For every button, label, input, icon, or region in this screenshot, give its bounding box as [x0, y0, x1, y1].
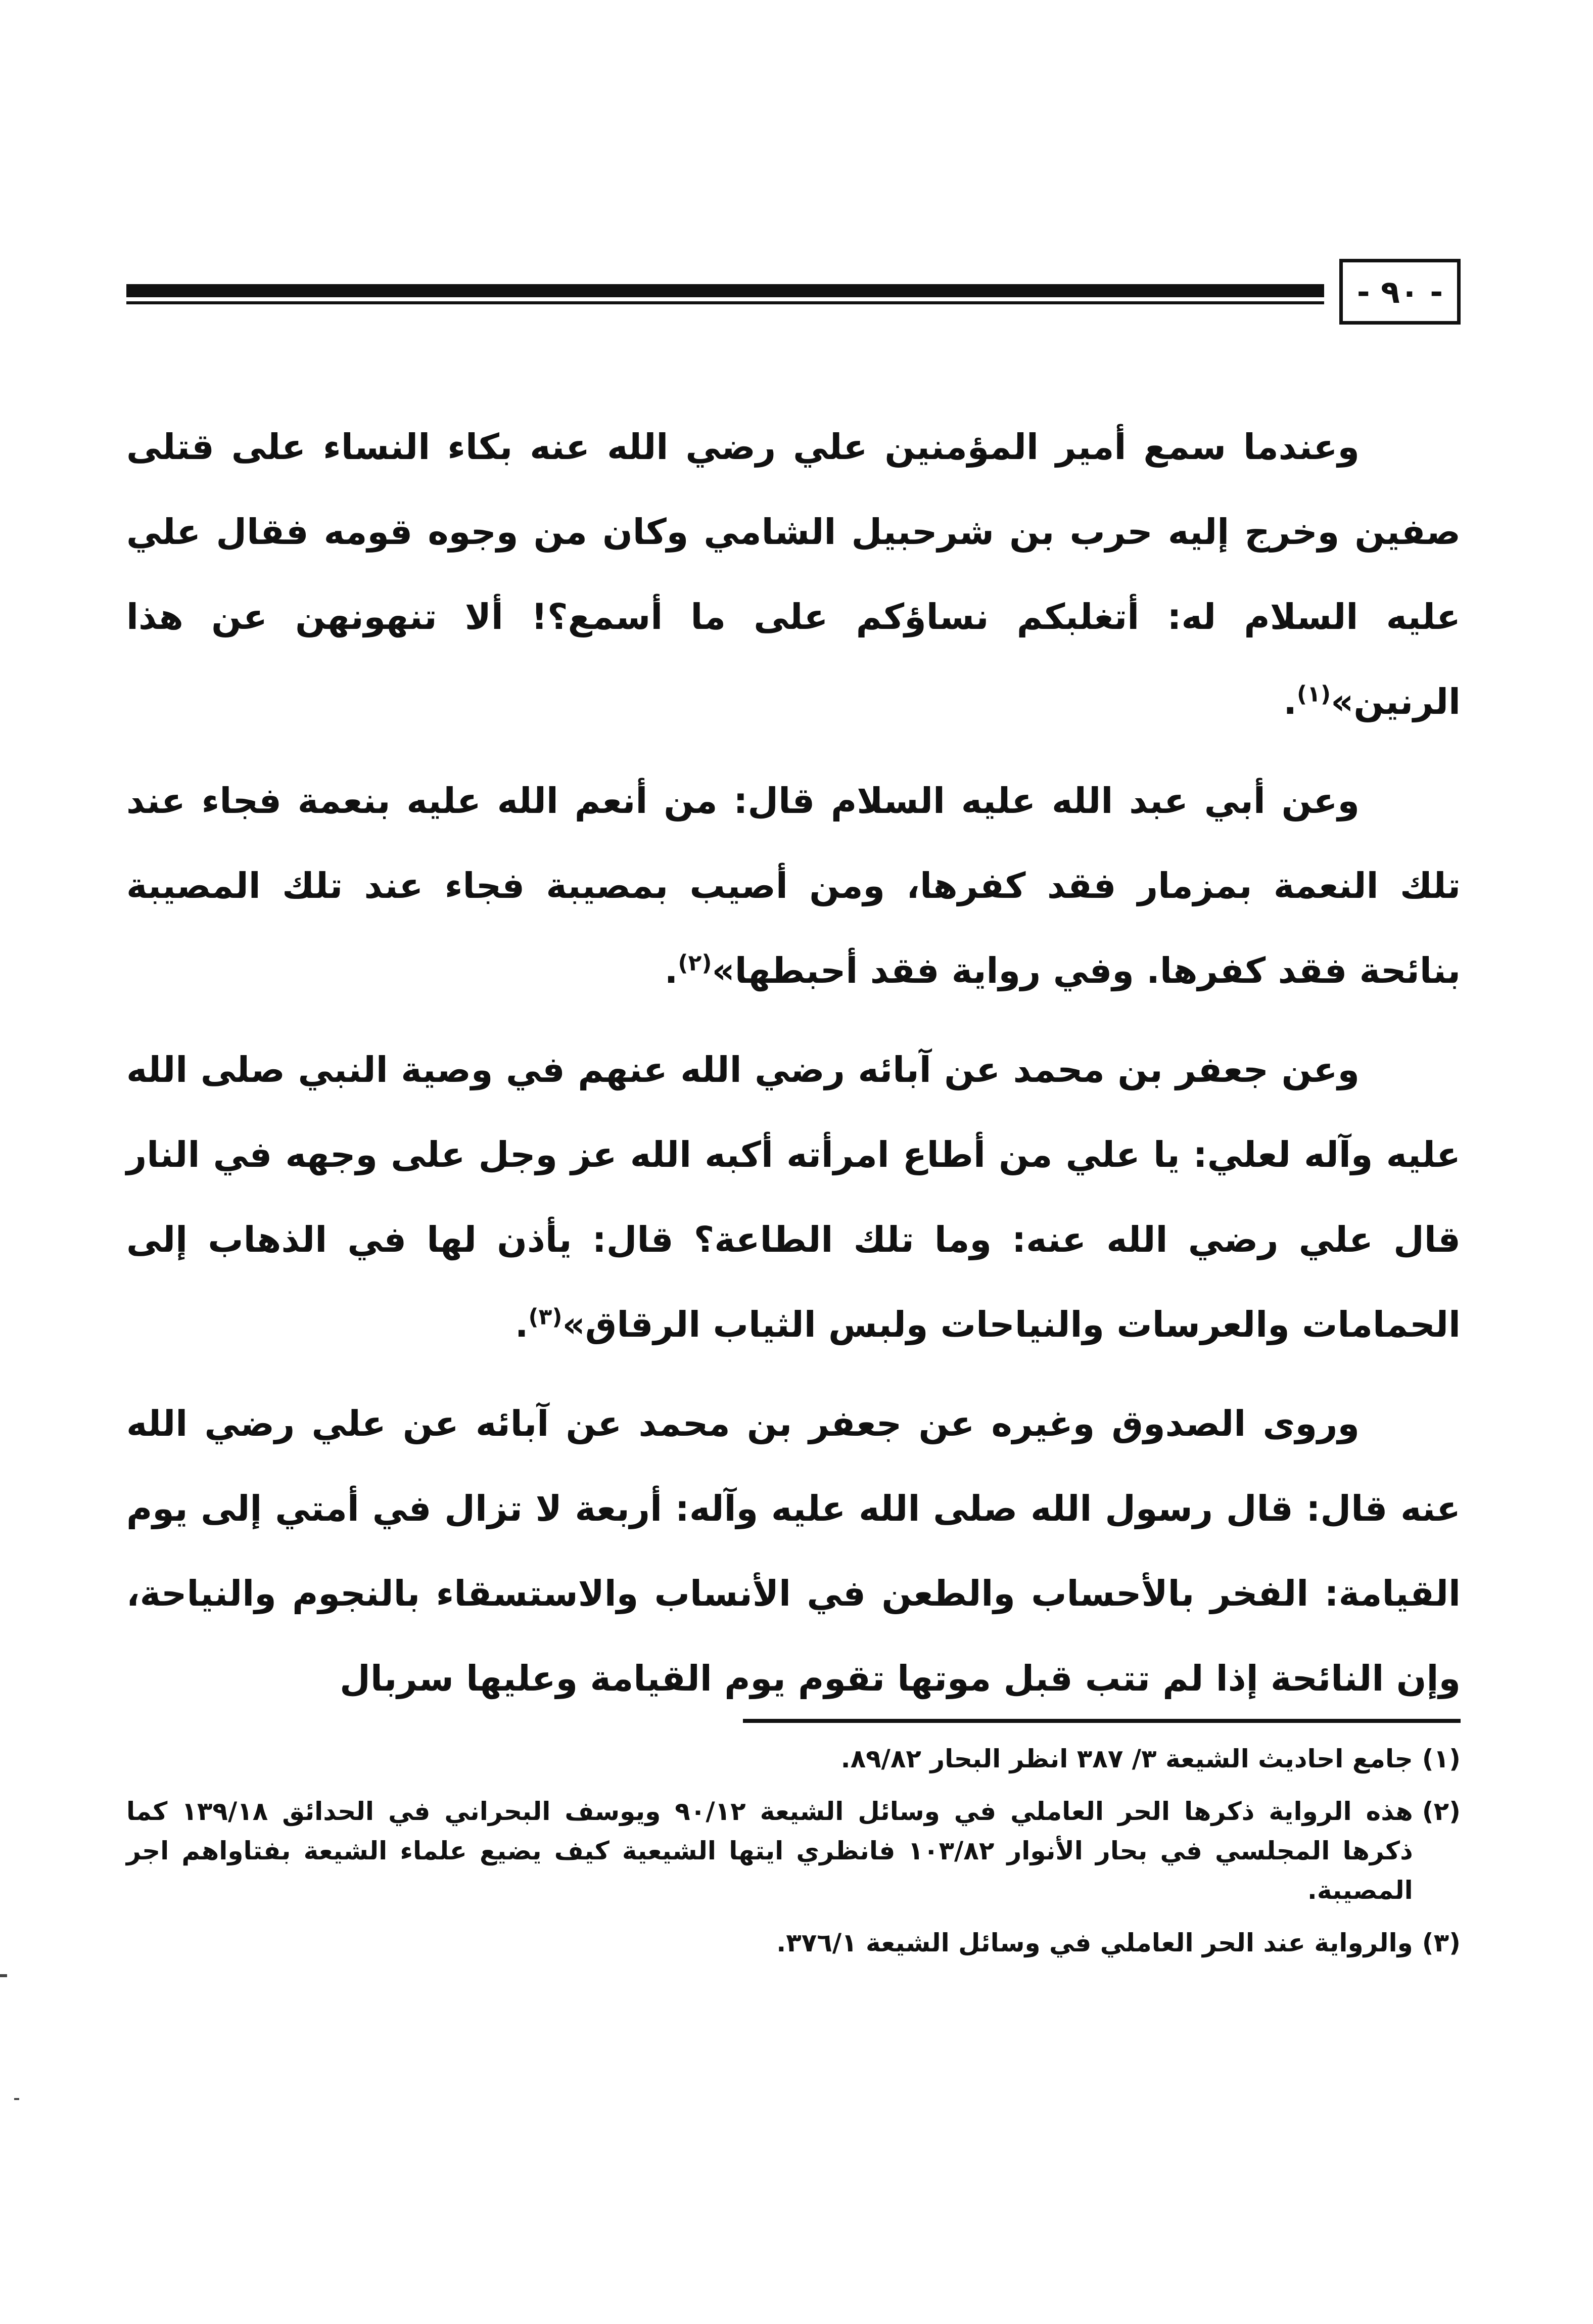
- footnotes: [126, 1739, 1461, 1976]
- paragraph-text: وعن جعفر بن محمد عن آبائه رضي الله عنهم في وصية النبي صلى الله عليه وآله لعلي: يا علي من أطاع امرأته أكبه الله عز وجل على وجهه في النار قال علي رضي الله عنه: وما تلك الطاعة؟ قال: يأذن لها في الذهاب إلى الحمامات والعرسات والنياحات ولبس الثياب الرقاق»: [126, 1049, 1461, 1345]
- footnote-ref: (١): [1297, 681, 1331, 707]
- footnote-text: والرواية عند الحر العاملي في وسائل الشيعة ٣٧٦/١.: [776, 1928, 1413, 1957]
- paragraph: [126, 758, 1461, 1013]
- main-text: [126, 404, 1461, 1735]
- header-rule-thick: [126, 284, 1324, 297]
- header-rule-thin: [126, 301, 1324, 304]
- scan-mark: [14, 2098, 19, 2100]
- paragraph-text: وعندما سمع أمير المؤمنين علي رضي الله عنه بكاء النساء على قتلى صفين وخرج إليه حرب بن شرحبيل الشامي وكان من وجوه قومه فقال علي عليه السلام له: أتغلبكم نساؤكم على ما أسمع؟! ألا تنهونهن عن هذا الرنين»: [126, 426, 1461, 722]
- page-number: - ٩٠ -: [1339, 259, 1461, 325]
- paragraph-end: .: [1283, 681, 1297, 722]
- paragraph: [126, 1381, 1461, 1721]
- footnote-ref: (٣): [528, 1304, 563, 1330]
- page-header: [126, 259, 1461, 345]
- paragraph-text: وعن أبي عبد الله عليه السلام قال: من أنعم الله عليه بنعمة فجاء عند تلك النعمة بمزمار فقد كفرها، ومن أصيب بمصيبة فجاء عند تلك المصيبة بنائحة فقد كفرها. وفي رواية فقد أحبطها»: [126, 780, 1461, 991]
- paragraph-end: .: [664, 950, 678, 991]
- footnote-separator: [743, 1719, 1461, 1723]
- footnote-item: [126, 1923, 1461, 1963]
- footnote-text: جامع احاديث الشيعة ٣/ ٣٨٧ انظر البحار ٨٩/٨٢.: [840, 1744, 1413, 1773]
- header-rule: [126, 284, 1324, 308]
- paragraph-end: .: [514, 1304, 529, 1345]
- footnote-number: (١): [1422, 1744, 1461, 1773]
- paragraph-text: وروى الصدوق وغيره عن جعفر بن محمد عن آبائه عن علي رضي الله عنه قال: قال رسول الله صلى الله عليه وآله: أربعة لا تزال في أمتي إلى يوم القيامة: الفخر بالأحساب والطعن في الأنساب والاستسقاء بالنجوم والنياحة، وإن النائحة إذا لم تتب قبل موتها تقوم يوم القيامة وعليها سربال: [126, 1403, 1461, 1699]
- footnote-item: [126, 1792, 1461, 1910]
- footnote-number: (٢): [1422, 1797, 1461, 1826]
- paragraph: [126, 1027, 1461, 1367]
- paragraph: [126, 404, 1461, 744]
- footnote-text: هذه الرواية ذكرها الحر العاملي في وسائل الشيعة ٩٠/١٢ ويوسف البحراني في الحدائق ١٣٩/١٨ كما ذكرها المجلسي في بحار الأنوار ١٠٣/٨٢ فانظري ايتها الشيعية كيف يضيع علماء الشيعة بفتاواهم اجر المصيبة.: [126, 1797, 1413, 1905]
- footnote-number: (٣): [1422, 1928, 1461, 1957]
- footnote-ref: (٢): [678, 950, 712, 976]
- scan-mark: [0, 1974, 7, 1977]
- footnote-item: [126, 1739, 1461, 1779]
